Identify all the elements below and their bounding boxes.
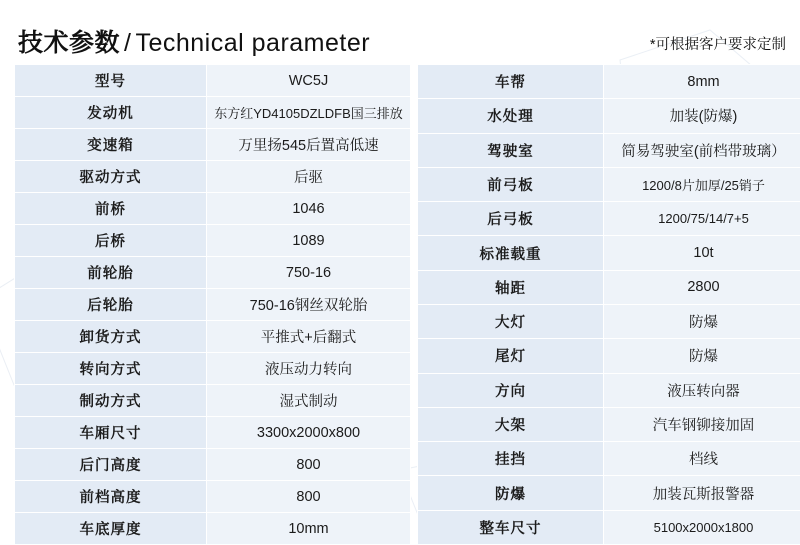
table-row: [418, 202, 800, 236]
right_table-value-cell: 10t: [604, 236, 800, 270]
left_table-label-cell: 前桥: [15, 193, 207, 225]
table-row: [15, 321, 411, 353]
left_table-label-cell: 车底厚度: [15, 513, 207, 545]
right_table-label-cell: 标准载重: [418, 236, 604, 270]
table-row: [418, 167, 800, 201]
right_table-value-cell: 5100x2000x1800: [604, 510, 800, 544]
right_table-label-cell: 后弓板: [418, 202, 604, 236]
right_table-value-cell: 液压转向器: [604, 373, 800, 407]
left_table-value-cell: WC5J: [207, 65, 411, 97]
right_table-value-cell: 1200/8片加厚/25销子: [604, 167, 800, 201]
table-row: [15, 65, 411, 97]
left_table-value-cell: 800: [207, 449, 411, 481]
right_table-value-cell: 2800: [604, 270, 800, 304]
right_table-label-cell: 驾驶室: [418, 133, 604, 167]
table-row: [418, 99, 800, 133]
left_table-label-cell: 后桥: [15, 225, 207, 257]
table-row: [418, 407, 800, 441]
left_table-value-cell: 3300x2000x800: [207, 417, 411, 449]
table-row: [418, 65, 800, 99]
left_table-value-cell: 10mm: [207, 513, 411, 545]
left_table-label-cell: 型号: [15, 65, 207, 97]
table-row: [15, 289, 411, 321]
left_table-label-cell: 转向方式: [15, 353, 207, 385]
left_table-value-cell: 750-16: [207, 257, 411, 289]
right_table-label-cell: 前弓板: [418, 167, 604, 201]
table-row: [418, 270, 800, 304]
table-row: [15, 353, 411, 385]
left_table-label-cell: 驱动方式: [15, 161, 207, 193]
table-row: [15, 449, 411, 481]
table-row: [418, 442, 800, 476]
table-row: [418, 339, 800, 373]
left_table-value-cell: 液压动力转向: [207, 353, 411, 385]
right_table-label-cell: 方向: [418, 373, 604, 407]
right_table-value-cell: 汽车钢铆接加固: [604, 407, 800, 441]
title-english: Technical parameter: [135, 29, 370, 57]
left_table-label-cell: 变速箱: [15, 129, 207, 161]
right_table-value-cell: 加装瓦斯报警器: [604, 476, 800, 510]
table-row: [418, 373, 800, 407]
right_table-label-cell: 水处理: [418, 99, 604, 133]
left_table-value-cell: 后驱: [207, 161, 411, 193]
right_table-value-cell: 防爆: [604, 339, 800, 373]
left_table-value-cell: 平推式+后翻式: [207, 321, 411, 353]
right_table-value-cell: 简易驾驶室(前档带玻璃）: [604, 133, 800, 167]
customization-note: *可根据客户要求定制: [650, 33, 786, 58]
left_table-value-cell: 1089: [207, 225, 411, 257]
table-row: [15, 129, 411, 161]
table-row: [15, 97, 411, 129]
table-row: [15, 161, 411, 193]
right_table-label-cell: 车帮: [418, 65, 604, 99]
page-header: [8, 12, 792, 58]
left_table-value-cell: 800: [207, 481, 411, 513]
right_table-value-cell: 防爆: [604, 304, 800, 338]
table-row: [15, 417, 411, 449]
left_table-label-cell: 卸货方式: [15, 321, 207, 353]
right_table-label-cell: 大架: [418, 407, 604, 441]
left_table-value-cell: 湿式制动: [207, 385, 411, 417]
table-row: [15, 257, 411, 289]
table-row: [15, 481, 411, 513]
table-row: [418, 133, 800, 167]
left_table-label-cell: 制动方式: [15, 385, 207, 417]
left_table-value-cell: 750-16钢丝双轮胎: [207, 289, 411, 321]
left_table-value-cell: 东方红YD4105DZLDFB国三排放: [207, 97, 411, 129]
spec-tables: [8, 58, 792, 545]
left_table-label-cell: 发动机: [15, 97, 207, 129]
left_table-label-cell: 后轮胎: [15, 289, 207, 321]
table-row: [15, 385, 411, 417]
table-row: [15, 513, 411, 545]
table-row: [15, 225, 411, 257]
left_table-label-cell: 后门高度: [15, 449, 207, 481]
left-spec-table: [14, 64, 411, 545]
page-title: [18, 28, 370, 58]
right_table-value-cell: 1200/75/14/7+5: [604, 202, 800, 236]
table-row: [418, 236, 800, 270]
title-separator: /: [124, 29, 131, 57]
right_table-label-cell: 挂挡: [418, 442, 604, 476]
table-row: [15, 193, 411, 225]
left_table-label-cell: 前档高度: [15, 481, 207, 513]
table-row: [418, 476, 800, 510]
table-row: [418, 304, 800, 338]
left_table-label-cell: 车厢尺寸: [15, 417, 207, 449]
right_table-label-cell: 尾灯: [418, 339, 604, 373]
right_table-value-cell: 加装(防爆): [604, 99, 800, 133]
right-spec-table: [417, 64, 800, 545]
right_table-label-cell: 整车尺寸: [418, 510, 604, 544]
right_table-label-cell: 大灯: [418, 304, 604, 338]
title-chinese: 技术参数: [18, 29, 120, 57]
left_table-value-cell: 1046: [207, 193, 411, 225]
left_table-label-cell: 前轮胎: [15, 257, 207, 289]
right_table-label-cell: 防爆: [418, 476, 604, 510]
table-row: [418, 510, 800, 544]
left_table-value-cell: 万里扬545后置高低速: [207, 129, 411, 161]
right_table-label-cell: 轴距: [418, 270, 604, 304]
right_table-value-cell: 8mm: [604, 65, 800, 99]
right_table-value-cell: 档线: [604, 442, 800, 476]
